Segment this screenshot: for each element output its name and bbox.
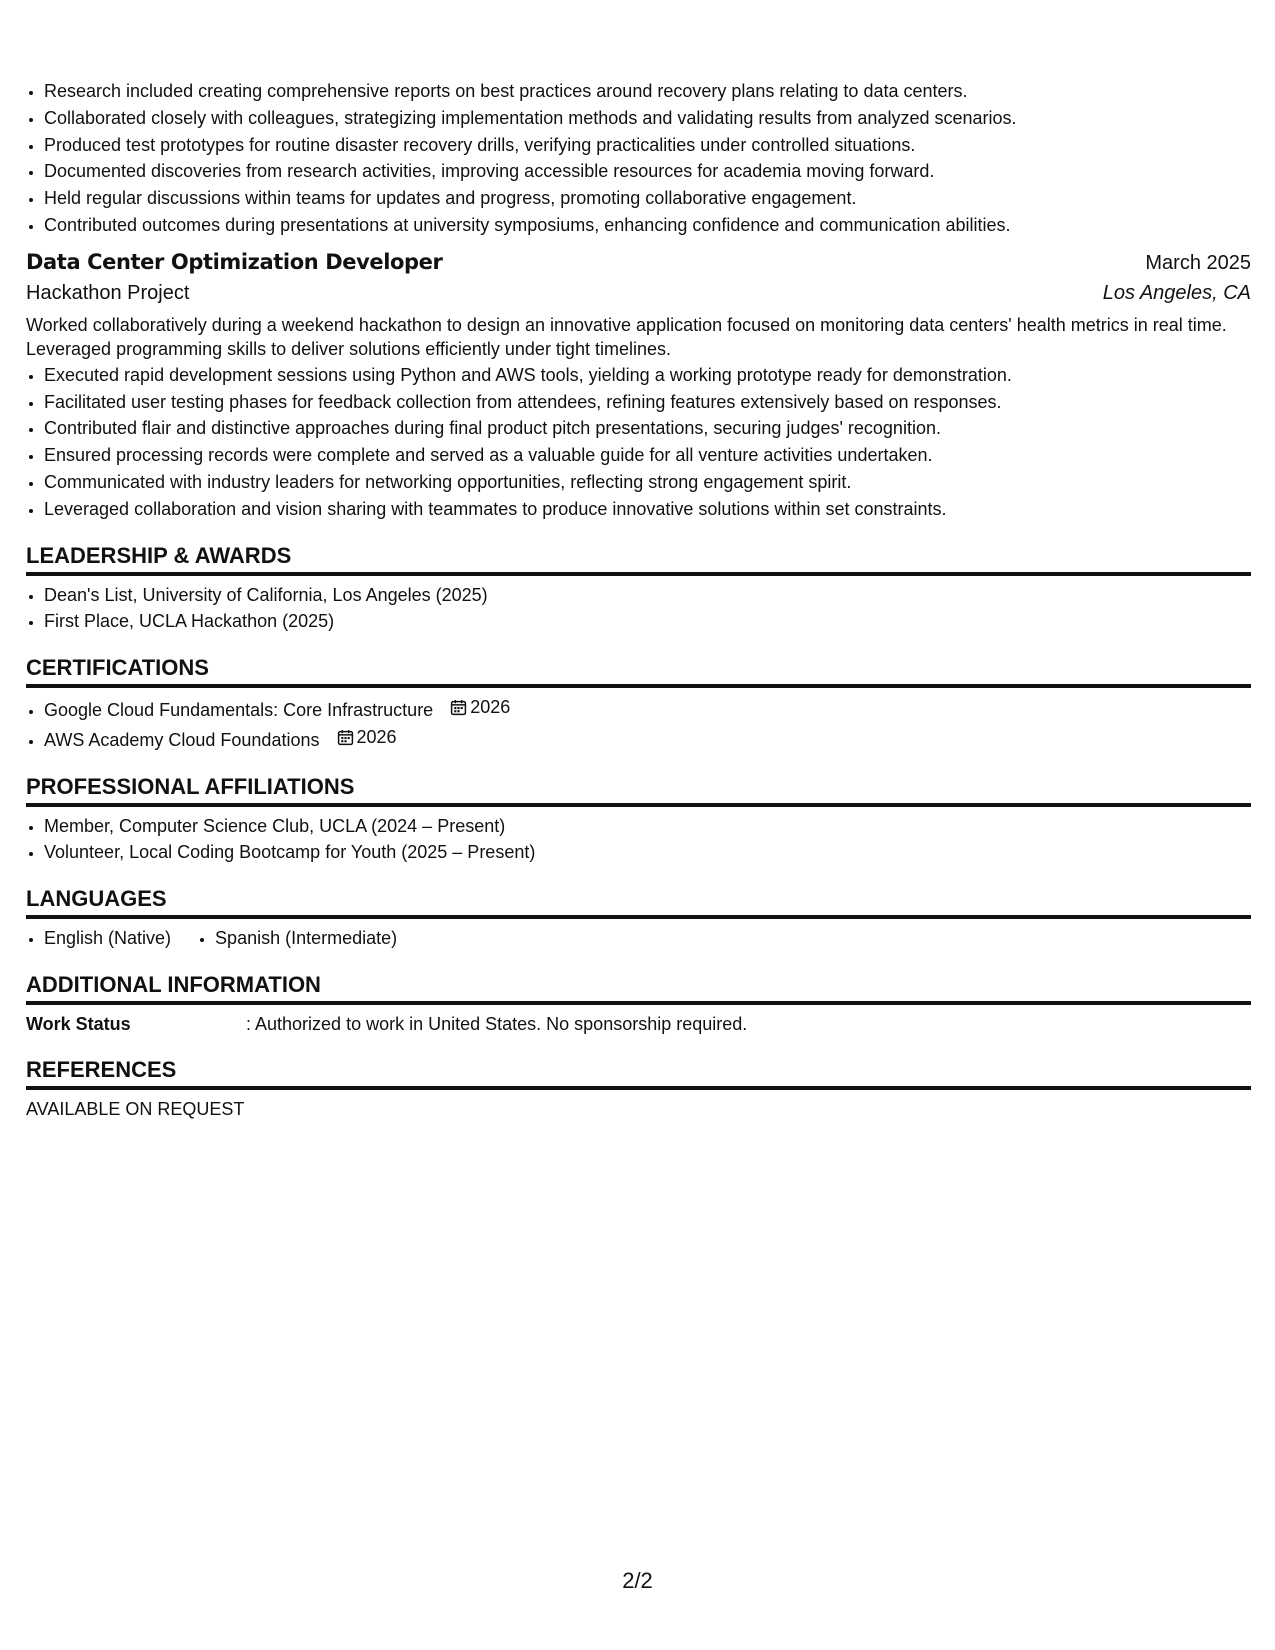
- list-item: • Collaborated closely with colleagues, strategizing implementation methods and validating results from analyzed scenarios.: [44, 105, 1251, 132]
- page-number: 2/2: [622, 1568, 653, 1593]
- certification-date: [337, 724, 397, 751]
- list-item: • Executed rapid development sessions using Python and AWS tools, yielding a working prototype ready for demonstration.: [44, 362, 1251, 389]
- list-item: [44, 694, 1251, 724]
- work-status-value: : Authorized to work in United States. No sponsorship required.: [246, 1013, 748, 1034]
- certification-year: 2026: [356, 726, 397, 747]
- list-item: • Facilitated user testing phases for feedback collection from attendees, refining features extensively based on responses.: [44, 389, 1251, 416]
- work-status-row: [26, 1011, 1251, 1037]
- list-item: • Spanish (Intermediate): [215, 925, 397, 952]
- list-item: • Research included creating comprehensive reports on best practices around recovery plans relating to data centers.: [44, 78, 1251, 105]
- affiliations-list: [26, 813, 1251, 867]
- project-description: Worked collaboratively during a weekend hackathon to design an innovative application focused on monitoring data centers' health metrics in real time. Leveraged programming skills to deliver solutions efficiently under tight timelines.: [26, 314, 1227, 360]
- section-title-affiliations: PROFESSIONAL AFFILIATIONS: [26, 773, 1251, 807]
- certification-year: 2026: [470, 697, 511, 718]
- calendar-icon: [450, 699, 467, 716]
- section-title-certifications: CERTIFICATIONS: [26, 654, 1251, 688]
- certification-name: Google Cloud Fundamentals: Core Infrastructure: [44, 700, 434, 721]
- references-text: AVAILABLE ON REQUEST: [26, 1098, 245, 1119]
- list-item: • Contributed flair and distinctive approaches during final product pitch presentations, securing judges' recognition.: [44, 415, 1251, 442]
- list-item: • Communicated with industry leaders for networking opportunities, reflecting strong engagement spirit.: [44, 469, 1251, 496]
- calendar-icon: [337, 729, 354, 746]
- certification-date: [450, 694, 510, 721]
- project-location: Los Angeles, CA: [1102, 281, 1251, 304]
- leadership-list: [26, 582, 1251, 636]
- list-item: • Produced test prototypes for routine disaster recovery drills, verifying practicalities under controlled situations.: [44, 132, 1251, 159]
- list-item: • Documented discoveries from research activities, improving accessible resources for academia moving forward.: [44, 158, 1251, 185]
- project-subheader: [26, 278, 1251, 308]
- list-item: • First Place, UCLA Hackathon (2025): [44, 608, 1251, 635]
- section-title-leadership: LEADERSHIP & AWARDS: [26, 542, 1251, 576]
- list-item: [44, 724, 1251, 754]
- list-item: • Held regular discussions within teams for updates and progress, promoting collaborative engagement.: [44, 185, 1251, 212]
- list-item: • English (Native): [44, 925, 171, 952]
- work-status-label: Work Status: [26, 1013, 131, 1034]
- list-item: • Contributed outcomes during presentations at university symposiums, enhancing confidence and communication abilities.: [44, 212, 1251, 239]
- languages-list: [26, 925, 1251, 952]
- list-item: • Dean's List, University of California, Los Angeles (2025): [44, 582, 1251, 609]
- certification-name: AWS Academy Cloud Foundations: [44, 729, 320, 750]
- list-item: • Ensured processing records were complete and served as a valuable guide for all venture activities undertaken.: [44, 442, 1251, 469]
- project-title: Data Center Optimization Developer: [26, 249, 443, 274]
- project-bullets: [26, 362, 1251, 523]
- list-item: • Member, Computer Science Club, UCLA (2024 – Present): [44, 813, 1251, 840]
- section-title-references: REFERENCES: [26, 1056, 1251, 1090]
- section-title-additional: ADDITIONAL INFORMATION: [26, 971, 1251, 1005]
- project-company: Hackathon Project: [26, 281, 190, 304]
- research-bullets: [26, 78, 1251, 239]
- list-item: • Leveraged collaboration and vision sharing with teammates to produce innovative solutions within set constraints.: [44, 496, 1251, 523]
- certifications-list: [26, 694, 1251, 753]
- resume-page: [26, 78, 1251, 1122]
- section-title-languages: LANGUAGES: [26, 885, 1251, 919]
- list-item: • Volunteer, Local Coding Bootcamp for Youth (2025 – Present): [44, 839, 1251, 866]
- project-date: March 2025: [1145, 251, 1251, 274]
- project-header: [26, 247, 1251, 278]
